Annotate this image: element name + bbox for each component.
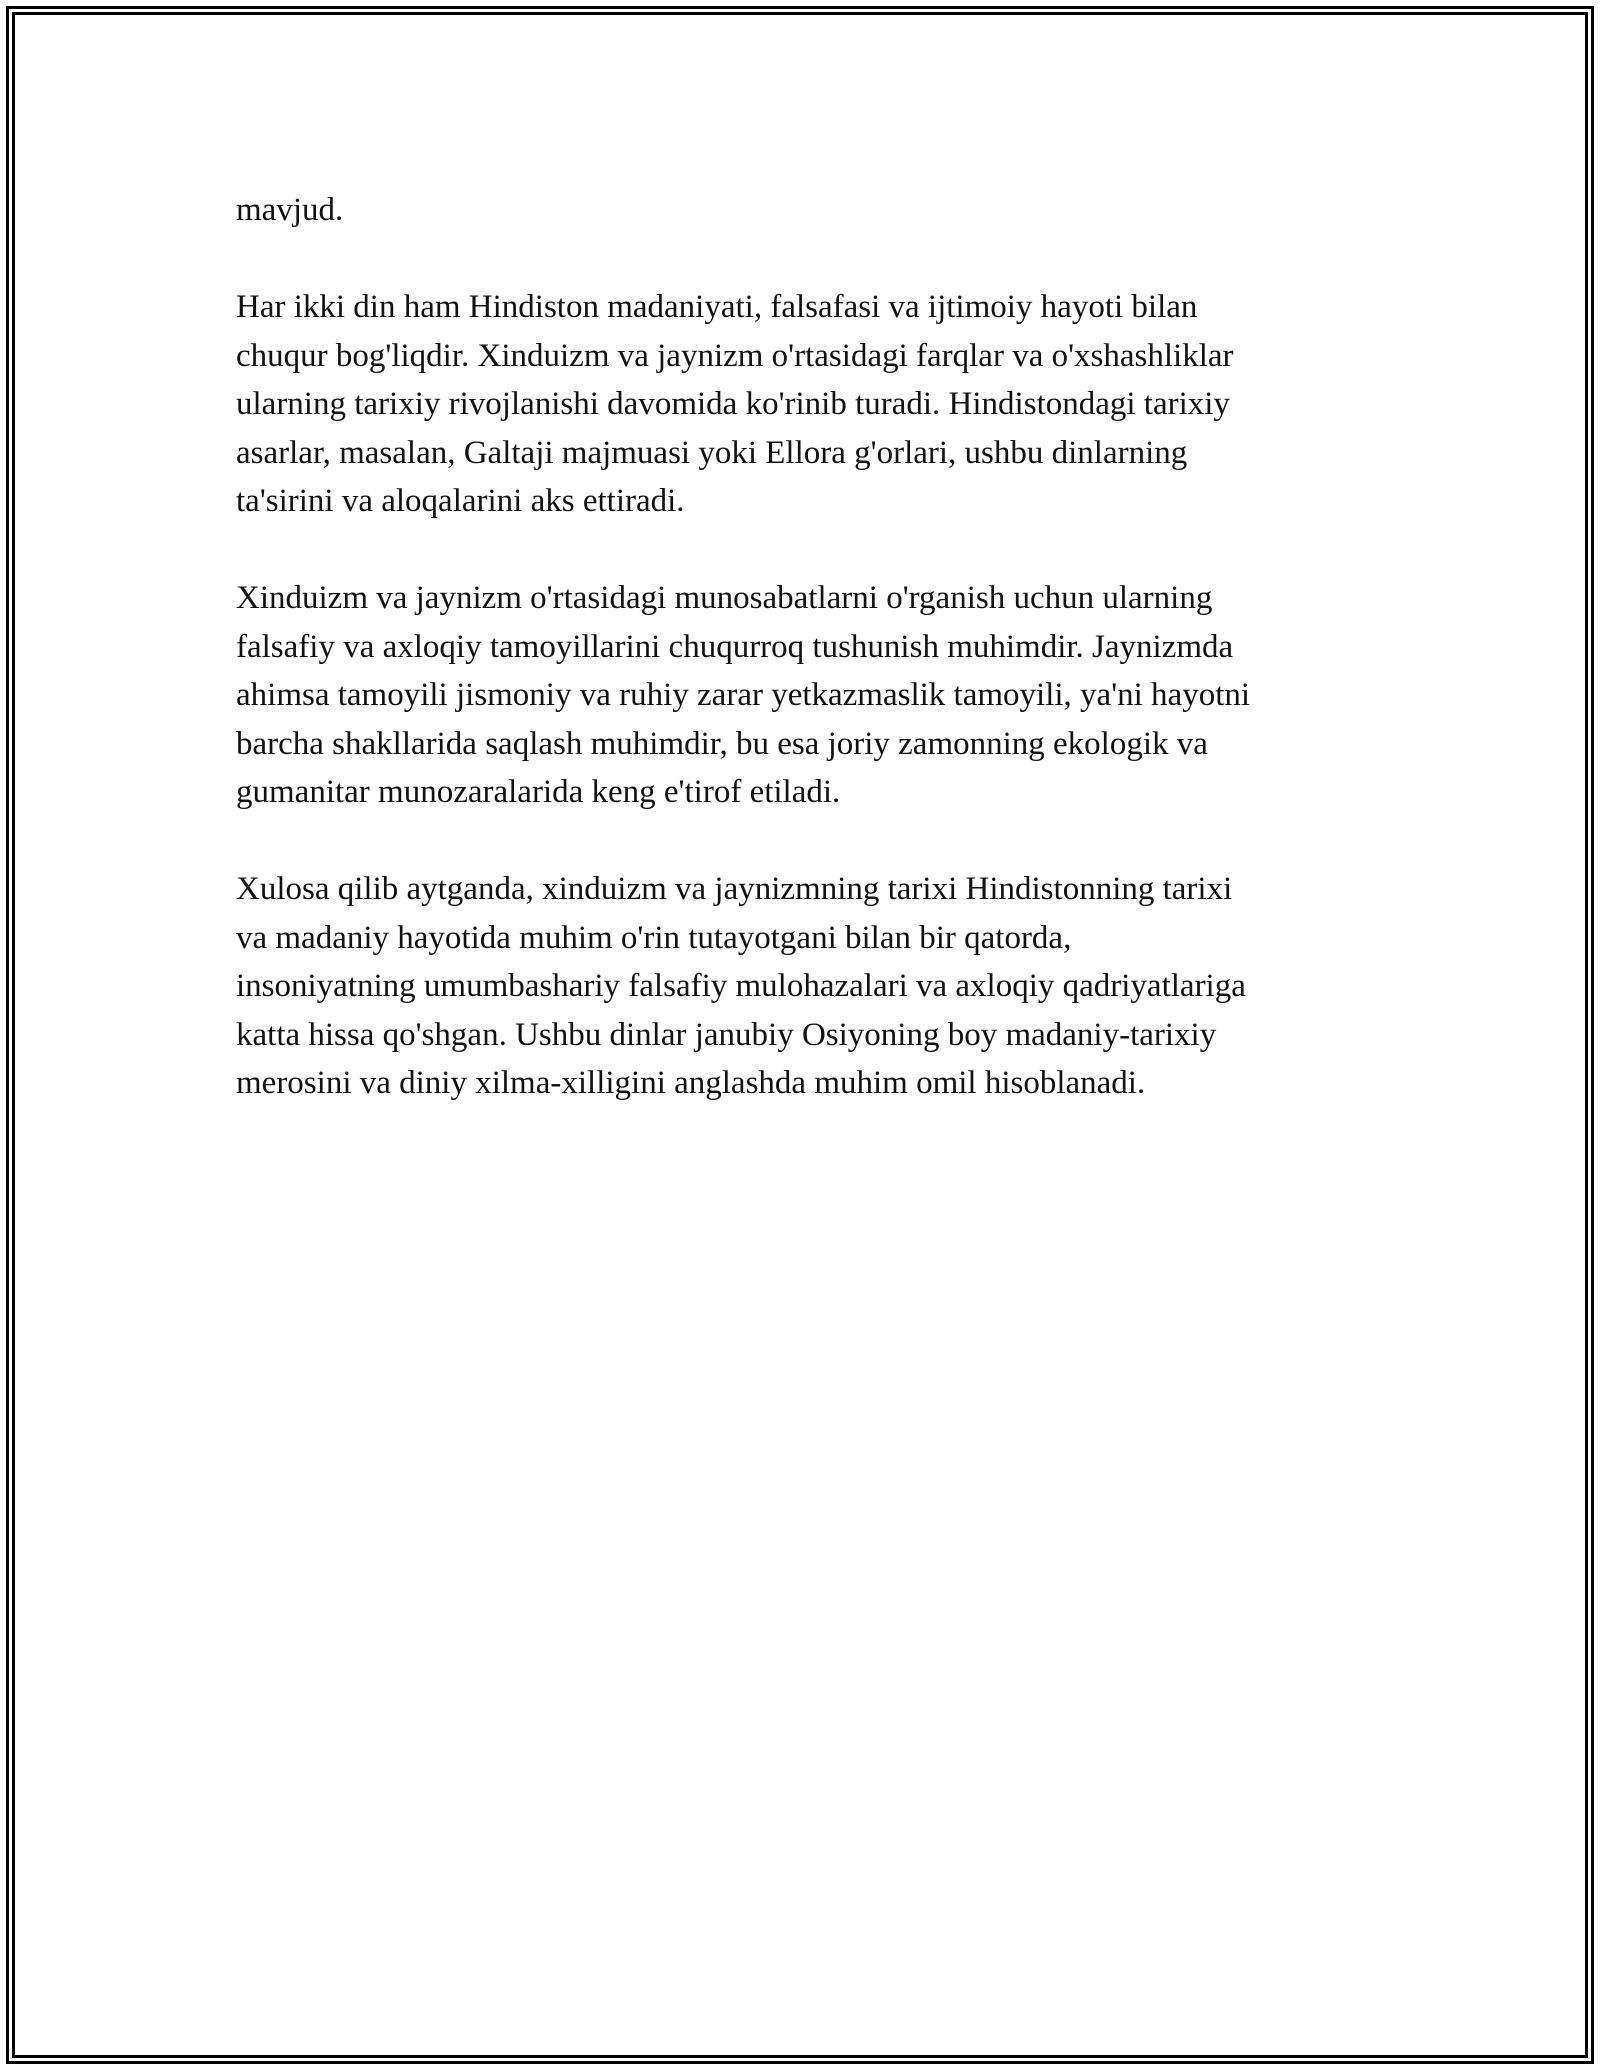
- document-body: [236, 186, 1386, 1156]
- paragraph-principles: Xinduizm va jaynizm o'rtasidagi munosabatlarni o'rganish uchun ularning falsafiy va axloqiy tamoyillarini chuqurroq tushunish muhimdir. Jaynizmda ahimsa tamoyili jismoniy va ruhiy zarar yetkazmaslik tamoyili, ya'ni hayotni barcha shakllarida saqlash muhimdir, bu esa joriy zamonning ekologik va gumanitar munozaralarida keng e'tirof etiladi.: [236, 580, 1251, 810]
- paragraph-conclusion: Xulosa qilib aytganda, xinduizm va jaynizmning tarixi Hindistonning tarixi va madaniy hayotida muhim o'rin tutayotgani bilan bir qatorda, insoniyatning umumbashariy falsafiy mulohazalari va axloqiy qadriyatlariga katta hissa qo'shgan. Ushbu dinlar janubiy Osiyoning boy madaniy-tarixiy merosini va diniy xilma-xilligini anglashda muhim omil hisoblanadi.: [236, 871, 1246, 1101]
- paragraph-continuation: mavjud.: [236, 192, 344, 228]
- paragraph-culture: Har ikki din ham Hindiston madaniyati, falsafasi va ijtimoiy hayoti bilan chuqur bog'liqdir. Xinduizm va jaynizm o'rtasidagi farqlar va o'xshashliklar ularning tarixiy rivojlanishi davomida ko'rinib turadi. Hindistondagi tarixiy asarlar, masalan, Galtaji majmuasi yoki Ellora g'orlari, ushbu dinlarning ta'sirini va aloqalarini aks ettiradi.: [236, 289, 1234, 519]
